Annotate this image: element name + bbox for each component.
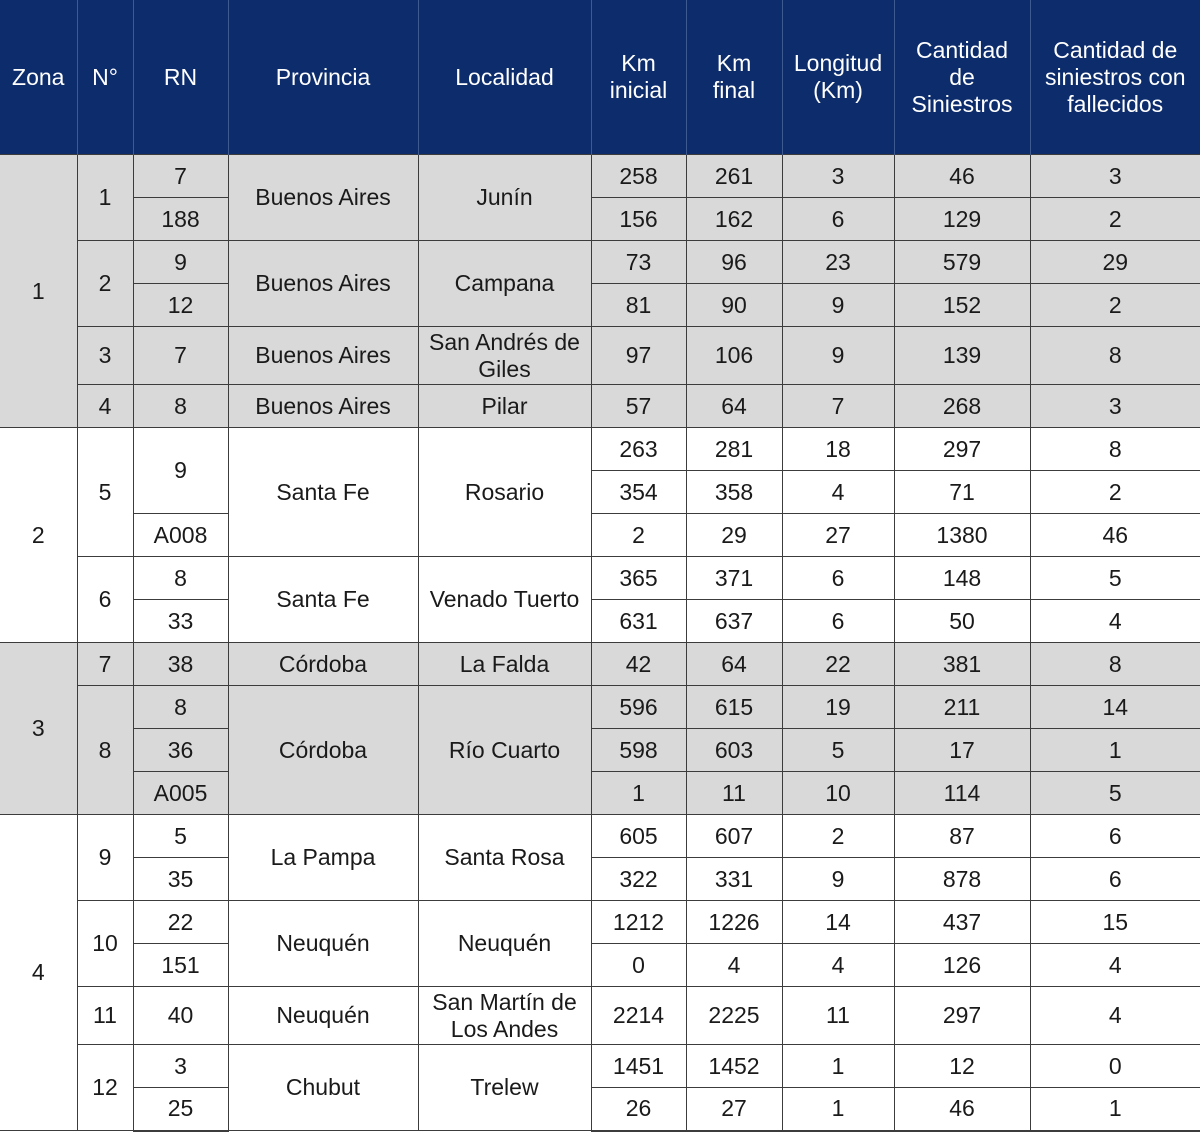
rn-cell: A005 [133,772,228,815]
longitud-cell: 1 [782,1045,894,1088]
rn-cell: 12 [133,284,228,327]
table-row [0,241,1200,284]
km-final-cell: 637 [686,600,782,643]
fallecidos-cell: 1 [1030,729,1200,772]
provincia-cell: La Pampa [228,815,418,901]
table-row [0,686,1200,729]
siniestros-cell: 878 [894,858,1030,901]
numero-cell: 5 [77,428,133,557]
km-inicial-cell: 263 [591,428,686,471]
provincia-cell: Neuquén [228,901,418,987]
km-inicial-cell: 2 [591,514,686,557]
numero-cell: 3 [77,327,133,385]
numero-cell: 9 [77,815,133,901]
km-final-cell: 1226 [686,901,782,944]
longitud-cell: 2 [782,815,894,858]
header-fallecidos: Cantidad de siniestros con fallecidos [1030,0,1200,155]
rn-cell: 33 [133,600,228,643]
numero-cell: 7 [77,643,133,686]
km-inicial-cell: 605 [591,815,686,858]
numero-cell: 6 [77,557,133,643]
rn-cell: 9 [133,428,228,514]
fallecidos-cell: 2 [1030,471,1200,514]
rn-cell: 25 [133,1088,228,1131]
siniestros-cell: 46 [894,1088,1030,1131]
km-final-cell: 29 [686,514,782,557]
table-row [0,643,1200,686]
longitud-cell: 10 [782,772,894,815]
siniestros-cell: 152 [894,284,1030,327]
localidad-cell: Trelew [418,1045,591,1131]
longitud-cell: 9 [782,284,894,327]
table-row [0,901,1200,944]
table-row [0,327,1200,385]
km-final-cell: 96 [686,241,782,284]
siniestros-cell: 87 [894,815,1030,858]
longitud-cell: 11 [782,987,894,1045]
header-zona: Zona [0,0,77,155]
table-row [0,557,1200,600]
provincia-cell: Santa Fe [228,428,418,557]
km-inicial-cell: 1 [591,772,686,815]
fallecidos-cell: 0 [1030,1045,1200,1088]
header-row [0,0,1200,155]
fallecidos-cell: 5 [1030,772,1200,815]
km-inicial-cell: 1212 [591,901,686,944]
provincia-cell: Neuquén [228,987,418,1045]
siniestros-cell: 71 [894,471,1030,514]
table-row [0,155,1200,198]
km-final-cell: 90 [686,284,782,327]
km-final-cell: 331 [686,858,782,901]
longitud-cell: 5 [782,729,894,772]
table-row [0,284,1200,327]
longitud-cell: 14 [782,901,894,944]
provincia-cell: Buenos Aires [228,241,418,327]
km-inicial-cell: 2214 [591,987,686,1045]
provincia-cell: Chubut [228,1045,418,1131]
km-final-cell: 27 [686,1088,782,1131]
table-row [0,514,1200,557]
localidad-cell: Pilar [418,385,591,428]
longitud-cell: 6 [782,600,894,643]
km-final-cell: 64 [686,385,782,428]
localidad-cell: Neuquén [418,901,591,987]
km-inicial-cell: 598 [591,729,686,772]
fallecidos-cell: 1 [1030,1088,1200,1131]
fallecidos-cell: 6 [1030,815,1200,858]
fallecidos-cell: 29 [1030,241,1200,284]
siniestros-cell: 114 [894,772,1030,815]
km-inicial-cell: 596 [591,686,686,729]
longitud-cell: 9 [782,858,894,901]
longitud-cell: 19 [782,686,894,729]
localidad-cell: Rosario [418,428,591,557]
siniestros-cell: 381 [894,643,1030,686]
fallecidos-cell: 8 [1030,428,1200,471]
siniestros-cell: 17 [894,729,1030,772]
numero-cell: 11 [77,987,133,1045]
table-row [0,729,1200,772]
header-km-inicial: Km inicial [591,0,686,155]
provincia-cell: Buenos Aires [228,327,418,385]
fallecidos-cell: 3 [1030,385,1200,428]
table-row [0,1045,1200,1088]
km-final-cell: 162 [686,198,782,241]
km-final-cell: 615 [686,686,782,729]
km-final-cell: 371 [686,557,782,600]
fallecidos-cell: 3 [1030,155,1200,198]
rn-cell: A008 [133,514,228,557]
table-row [0,858,1200,901]
table-row [0,385,1200,428]
rn-cell: 38 [133,643,228,686]
localidad-cell: Campana [418,241,591,327]
fallecidos-cell: 15 [1030,901,1200,944]
rn-cell: 188 [133,198,228,241]
siniestros-cell: 1380 [894,514,1030,557]
rn-cell: 7 [133,155,228,198]
numero-cell: 2 [77,241,133,327]
rn-cell: 8 [133,686,228,729]
rn-cell: 3 [133,1045,228,1088]
km-final-cell: 261 [686,155,782,198]
longitud-cell: 9 [782,327,894,385]
provincia-cell: Buenos Aires [228,155,418,241]
km-final-cell: 64 [686,643,782,686]
rn-cell: 22 [133,901,228,944]
longitud-cell: 4 [782,944,894,987]
localidad-cell: La Falda [418,643,591,686]
zone-cell: 2 [0,428,77,643]
siniestros-cell: 148 [894,557,1030,600]
km-inicial-cell: 0 [591,944,686,987]
siniestros-cell: 126 [894,944,1030,987]
km-inicial-cell: 322 [591,858,686,901]
siniestros-cell: 579 [894,241,1030,284]
km-inicial-cell: 365 [591,557,686,600]
header-siniestros: Cantidad de Siniestros [894,0,1030,155]
longitud-cell: 7 [782,385,894,428]
km-final-cell: 4 [686,944,782,987]
siniestros-cell: 50 [894,600,1030,643]
km-final-cell: 2225 [686,987,782,1045]
table-row [0,1088,1200,1131]
provincia-cell: Córdoba [228,643,418,686]
rn-cell: 151 [133,944,228,987]
numero-cell: 8 [77,686,133,815]
table-row [0,772,1200,815]
header-rn: RN [133,0,228,155]
rn-cell: 40 [133,987,228,1045]
localidad-cell: Venado Tuerto [418,557,591,643]
siniestros-cell: 139 [894,327,1030,385]
table-row [0,600,1200,643]
header-longitud: Longitud (Km) [782,0,894,155]
fallecidos-cell: 2 [1030,284,1200,327]
km-inicial-cell: 1451 [591,1045,686,1088]
km-inicial-cell: 97 [591,327,686,385]
km-final-cell: 11 [686,772,782,815]
zone-cell: 1 [0,155,77,428]
header-km-final: Km final [686,0,782,155]
table-row [0,987,1200,1045]
longitud-cell: 1 [782,1088,894,1131]
fallecidos-cell: 5 [1030,557,1200,600]
longitud-cell: 27 [782,514,894,557]
km-inicial-cell: 57 [591,385,686,428]
km-final-cell: 358 [686,471,782,514]
siniestros-cell: 12 [894,1045,1030,1088]
siniestros-cell: 211 [894,686,1030,729]
km-inicial-cell: 258 [591,155,686,198]
numero-cell: 1 [77,155,133,241]
header-numero: N° [77,0,133,155]
fallecidos-cell: 6 [1030,858,1200,901]
numero-cell: 4 [77,385,133,428]
km-inicial-cell: 631 [591,600,686,643]
provincia-cell: Santa Fe [228,557,418,643]
siniestros-cell: 46 [894,155,1030,198]
longitud-cell: 18 [782,428,894,471]
longitud-cell: 23 [782,241,894,284]
km-inicial-cell: 81 [591,284,686,327]
numero-cell: 10 [77,901,133,987]
localidad-cell: San Andrés de Giles [418,327,591,385]
longitud-cell: 3 [782,155,894,198]
rn-cell: 5 [133,815,228,858]
siniestros-cell: 297 [894,987,1030,1045]
km-final-cell: 281 [686,428,782,471]
fallecidos-cell: 8 [1030,327,1200,385]
table-row [0,815,1200,858]
localidad-cell: San Martín de Los Andes [418,987,591,1045]
fallecidos-cell: 4 [1030,600,1200,643]
header-provincia: Provincia [228,0,418,155]
rn-cell: 36 [133,729,228,772]
km-inicial-cell: 354 [591,471,686,514]
km-inicial-cell: 156 [591,198,686,241]
rn-cell: 9 [133,241,228,284]
km-final-cell: 1452 [686,1045,782,1088]
siniestros-cell: 268 [894,385,1030,428]
numero-cell: 12 [77,1045,133,1131]
km-final-cell: 603 [686,729,782,772]
fallecidos-cell: 4 [1030,944,1200,987]
table-row [0,198,1200,241]
fallecidos-cell: 8 [1030,643,1200,686]
rn-cell: 8 [133,557,228,600]
zone-cell: 3 [0,643,77,815]
longitud-cell: 4 [782,471,894,514]
table-row [0,944,1200,987]
longitud-cell: 22 [782,643,894,686]
zone-cell: 4 [0,815,77,1131]
rn-cell: 8 [133,385,228,428]
provincia-cell: Córdoba [228,686,418,815]
table-row [0,428,1200,471]
rn-cell: 35 [133,858,228,901]
localidad-cell: Santa Rosa [418,815,591,901]
fallecidos-cell: 46 [1030,514,1200,557]
km-inicial-cell: 42 [591,643,686,686]
km-final-cell: 607 [686,815,782,858]
localidad-cell: Río Cuarto [418,686,591,815]
siniestros-cell: 129 [894,198,1030,241]
header-localidad: Localidad [418,0,591,155]
provincia-cell: Buenos Aires [228,385,418,428]
fallecidos-cell: 14 [1030,686,1200,729]
siniestros-cell: 437 [894,901,1030,944]
siniestros-cell: 297 [894,428,1030,471]
table-body [0,155,1200,1131]
km-final-cell: 106 [686,327,782,385]
rn-cell: 7 [133,327,228,385]
table-header [0,0,1200,155]
km-inicial-cell: 73 [591,241,686,284]
localidad-cell: Junín [418,155,591,241]
longitud-cell: 6 [782,198,894,241]
km-inicial-cell: 26 [591,1088,686,1131]
fallecidos-cell: 2 [1030,198,1200,241]
longitud-cell: 6 [782,557,894,600]
fallecidos-cell: 4 [1030,987,1200,1045]
